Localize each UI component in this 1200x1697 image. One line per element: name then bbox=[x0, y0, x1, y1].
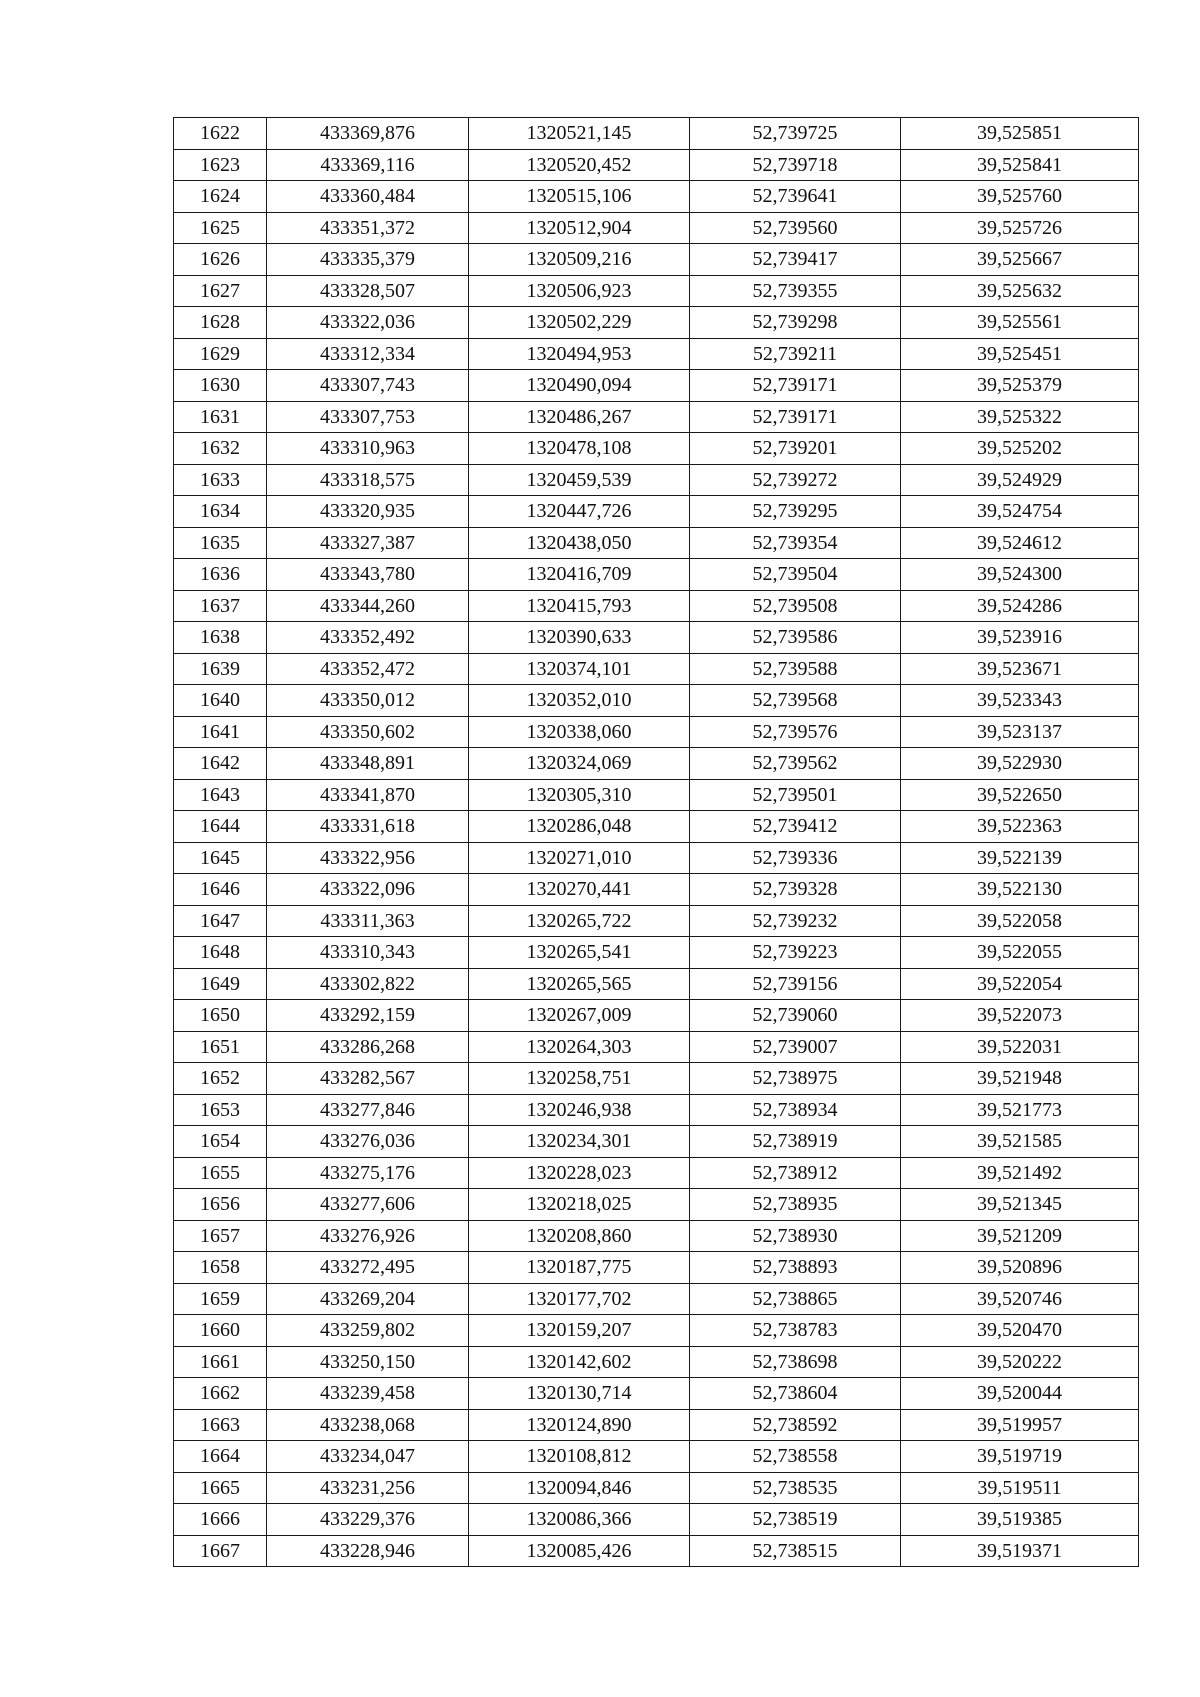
longitude-cell: 39,522073 bbox=[901, 1000, 1139, 1032]
point-number-cell: 1652 bbox=[174, 1063, 267, 1095]
longitude-cell: 39,522130 bbox=[901, 874, 1139, 906]
longitude-cell: 39,520222 bbox=[901, 1346, 1139, 1378]
point-number-cell: 1624 bbox=[174, 181, 267, 213]
latitude-cell: 52,739355 bbox=[690, 275, 901, 307]
point-number-cell: 1622 bbox=[174, 118, 267, 150]
longitude-cell: 39,523671 bbox=[901, 653, 1139, 685]
longitude-cell: 39,525561 bbox=[901, 307, 1139, 339]
x-coordinate-cell: 433310,343 bbox=[267, 937, 469, 969]
table-row bbox=[174, 433, 1139, 465]
longitude-cell: 39,525760 bbox=[901, 181, 1139, 213]
longitude-cell: 39,522055 bbox=[901, 937, 1139, 969]
latitude-cell: 52,739504 bbox=[690, 559, 901, 591]
x-coordinate-cell: 433229,376 bbox=[267, 1504, 469, 1536]
point-number-cell: 1662 bbox=[174, 1378, 267, 1410]
x-coordinate-cell: 433277,846 bbox=[267, 1094, 469, 1126]
y-coordinate-cell: 1320438,050 bbox=[469, 527, 690, 559]
x-coordinate-cell: 433231,256 bbox=[267, 1472, 469, 1504]
table-row bbox=[174, 716, 1139, 748]
longitude-cell: 39,525851 bbox=[901, 118, 1139, 150]
longitude-cell: 39,523137 bbox=[901, 716, 1139, 748]
y-coordinate-cell: 1320286,048 bbox=[469, 811, 690, 843]
y-coordinate-cell: 1320515,106 bbox=[469, 181, 690, 213]
table-row bbox=[174, 622, 1139, 654]
latitude-cell: 52,739223 bbox=[690, 937, 901, 969]
point-number-cell: 1644 bbox=[174, 811, 267, 843]
table-row bbox=[174, 1378, 1139, 1410]
latitude-cell: 52,738893 bbox=[690, 1252, 901, 1284]
point-number-cell: 1656 bbox=[174, 1189, 267, 1221]
point-number-cell: 1645 bbox=[174, 842, 267, 874]
table-row bbox=[174, 811, 1139, 843]
latitude-cell: 52,739211 bbox=[690, 338, 901, 370]
longitude-cell: 39,524754 bbox=[901, 496, 1139, 528]
latitude-cell: 52,738783 bbox=[690, 1315, 901, 1347]
point-number-cell: 1651 bbox=[174, 1031, 267, 1063]
longitude-cell: 39,522930 bbox=[901, 748, 1139, 780]
point-number-cell: 1631 bbox=[174, 401, 267, 433]
point-number-cell: 1641 bbox=[174, 716, 267, 748]
latitude-cell: 52,739060 bbox=[690, 1000, 901, 1032]
latitude-cell: 52,739295 bbox=[690, 496, 901, 528]
latitude-cell: 52,739586 bbox=[690, 622, 901, 654]
latitude-cell: 52,739412 bbox=[690, 811, 901, 843]
latitude-cell: 52,739007 bbox=[690, 1031, 901, 1063]
table-row bbox=[174, 1126, 1139, 1158]
point-number-cell: 1627 bbox=[174, 275, 267, 307]
x-coordinate-cell: 433322,036 bbox=[267, 307, 469, 339]
y-coordinate-cell: 1320352,010 bbox=[469, 685, 690, 717]
x-coordinate-cell: 433234,047 bbox=[267, 1441, 469, 1473]
x-coordinate-cell: 433276,036 bbox=[267, 1126, 469, 1158]
point-number-cell: 1663 bbox=[174, 1409, 267, 1441]
table-row bbox=[174, 1441, 1139, 1473]
point-number-cell: 1629 bbox=[174, 338, 267, 370]
y-coordinate-cell: 1320108,812 bbox=[469, 1441, 690, 1473]
longitude-cell: 39,521948 bbox=[901, 1063, 1139, 1095]
y-coordinate-cell: 1320265,541 bbox=[469, 937, 690, 969]
y-coordinate-cell: 1320509,216 bbox=[469, 244, 690, 276]
y-coordinate-cell: 1320177,702 bbox=[469, 1283, 690, 1315]
table-row bbox=[174, 905, 1139, 937]
table-row bbox=[174, 748, 1139, 780]
x-coordinate-cell: 433322,956 bbox=[267, 842, 469, 874]
y-coordinate-cell: 1320374,101 bbox=[469, 653, 690, 685]
table-row bbox=[174, 1189, 1139, 1221]
x-coordinate-cell: 433350,602 bbox=[267, 716, 469, 748]
y-coordinate-cell: 1320208,860 bbox=[469, 1220, 690, 1252]
point-number-cell: 1625 bbox=[174, 212, 267, 244]
latitude-cell: 52,738698 bbox=[690, 1346, 901, 1378]
latitude-cell: 52,739201 bbox=[690, 433, 901, 465]
x-coordinate-cell: 433348,891 bbox=[267, 748, 469, 780]
longitude-cell: 39,524300 bbox=[901, 559, 1139, 591]
y-coordinate-cell: 1320486,267 bbox=[469, 401, 690, 433]
coordinates-table bbox=[173, 117, 1139, 1567]
x-coordinate-cell: 433360,484 bbox=[267, 181, 469, 213]
longitude-cell: 39,523916 bbox=[901, 622, 1139, 654]
longitude-cell: 39,525379 bbox=[901, 370, 1139, 402]
table-row bbox=[174, 244, 1139, 276]
x-coordinate-cell: 433331,618 bbox=[267, 811, 469, 843]
latitude-cell: 52,738604 bbox=[690, 1378, 901, 1410]
x-coordinate-cell: 433310,963 bbox=[267, 433, 469, 465]
y-coordinate-cell: 1320305,310 bbox=[469, 779, 690, 811]
y-coordinate-cell: 1320415,793 bbox=[469, 590, 690, 622]
point-number-cell: 1643 bbox=[174, 779, 267, 811]
x-coordinate-cell: 433286,268 bbox=[267, 1031, 469, 1063]
longitude-cell: 39,520896 bbox=[901, 1252, 1139, 1284]
y-coordinate-cell: 1320159,207 bbox=[469, 1315, 690, 1347]
table-row bbox=[174, 464, 1139, 496]
x-coordinate-cell: 433238,068 bbox=[267, 1409, 469, 1441]
longitude-cell: 39,522363 bbox=[901, 811, 1139, 843]
x-coordinate-cell: 433350,012 bbox=[267, 685, 469, 717]
table-row bbox=[174, 1346, 1139, 1378]
y-coordinate-cell: 1320265,565 bbox=[469, 968, 690, 1000]
table-row bbox=[174, 653, 1139, 685]
point-number-cell: 1649 bbox=[174, 968, 267, 1000]
table-row bbox=[174, 968, 1139, 1000]
latitude-cell: 52,739272 bbox=[690, 464, 901, 496]
x-coordinate-cell: 433250,150 bbox=[267, 1346, 469, 1378]
latitude-cell: 52,739588 bbox=[690, 653, 901, 685]
y-coordinate-cell: 1320520,452 bbox=[469, 149, 690, 181]
y-coordinate-cell: 1320085,426 bbox=[469, 1535, 690, 1567]
y-coordinate-cell: 1320478,108 bbox=[469, 433, 690, 465]
point-number-cell: 1658 bbox=[174, 1252, 267, 1284]
y-coordinate-cell: 1320502,229 bbox=[469, 307, 690, 339]
y-coordinate-cell: 1320130,714 bbox=[469, 1378, 690, 1410]
table-row bbox=[174, 496, 1139, 528]
longitude-cell: 39,525726 bbox=[901, 212, 1139, 244]
latitude-cell: 52,739232 bbox=[690, 905, 901, 937]
table-row bbox=[174, 1252, 1139, 1284]
point-number-cell: 1635 bbox=[174, 527, 267, 559]
table-row bbox=[174, 401, 1139, 433]
latitude-cell: 52,738975 bbox=[690, 1063, 901, 1095]
point-number-cell: 1633 bbox=[174, 464, 267, 496]
point-number-cell: 1653 bbox=[174, 1094, 267, 1126]
table-row bbox=[174, 149, 1139, 181]
longitude-cell: 39,521209 bbox=[901, 1220, 1139, 1252]
latitude-cell: 52,739298 bbox=[690, 307, 901, 339]
latitude-cell: 52,739508 bbox=[690, 590, 901, 622]
latitude-cell: 52,739560 bbox=[690, 212, 901, 244]
longitude-cell: 39,522054 bbox=[901, 968, 1139, 1000]
y-coordinate-cell: 1320338,060 bbox=[469, 716, 690, 748]
y-coordinate-cell: 1320187,775 bbox=[469, 1252, 690, 1284]
y-coordinate-cell: 1320416,709 bbox=[469, 559, 690, 591]
latitude-cell: 52,739171 bbox=[690, 370, 901, 402]
table-row bbox=[174, 937, 1139, 969]
latitude-cell: 52,738865 bbox=[690, 1283, 901, 1315]
longitude-cell: 39,521492 bbox=[901, 1157, 1139, 1189]
latitude-cell: 52,738535 bbox=[690, 1472, 901, 1504]
y-coordinate-cell: 1320459,539 bbox=[469, 464, 690, 496]
latitude-cell: 52,739641 bbox=[690, 181, 901, 213]
x-coordinate-cell: 433318,575 bbox=[267, 464, 469, 496]
y-coordinate-cell: 1320258,751 bbox=[469, 1063, 690, 1095]
latitude-cell: 52,739568 bbox=[690, 685, 901, 717]
point-number-cell: 1665 bbox=[174, 1472, 267, 1504]
x-coordinate-cell: 433352,492 bbox=[267, 622, 469, 654]
latitude-cell: 52,738558 bbox=[690, 1441, 901, 1473]
point-number-cell: 1628 bbox=[174, 307, 267, 339]
longitude-cell: 39,525632 bbox=[901, 275, 1139, 307]
point-number-cell: 1655 bbox=[174, 1157, 267, 1189]
point-number-cell: 1666 bbox=[174, 1504, 267, 1536]
y-coordinate-cell: 1320094,846 bbox=[469, 1472, 690, 1504]
table-row bbox=[174, 181, 1139, 213]
table-row bbox=[174, 338, 1139, 370]
x-coordinate-cell: 433327,387 bbox=[267, 527, 469, 559]
longitude-cell: 39,525322 bbox=[901, 401, 1139, 433]
x-coordinate-cell: 433277,606 bbox=[267, 1189, 469, 1221]
x-coordinate-cell: 433269,204 bbox=[267, 1283, 469, 1315]
x-coordinate-cell: 433307,753 bbox=[267, 401, 469, 433]
x-coordinate-cell: 433259,802 bbox=[267, 1315, 469, 1347]
point-number-cell: 1647 bbox=[174, 905, 267, 937]
longitude-cell: 39,521773 bbox=[901, 1094, 1139, 1126]
y-coordinate-cell: 1320506,923 bbox=[469, 275, 690, 307]
latitude-cell: 52,739354 bbox=[690, 527, 901, 559]
latitude-cell: 52,739328 bbox=[690, 874, 901, 906]
longitude-cell: 39,524286 bbox=[901, 590, 1139, 622]
latitude-cell: 52,739718 bbox=[690, 149, 901, 181]
latitude-cell: 52,739576 bbox=[690, 716, 901, 748]
longitude-cell: 39,525202 bbox=[901, 433, 1139, 465]
table-row bbox=[174, 874, 1139, 906]
y-coordinate-cell: 1320447,726 bbox=[469, 496, 690, 528]
x-coordinate-cell: 433239,458 bbox=[267, 1378, 469, 1410]
point-number-cell: 1636 bbox=[174, 559, 267, 591]
point-number-cell: 1632 bbox=[174, 433, 267, 465]
x-coordinate-cell: 433328,507 bbox=[267, 275, 469, 307]
x-coordinate-cell: 433322,096 bbox=[267, 874, 469, 906]
point-number-cell: 1623 bbox=[174, 149, 267, 181]
longitude-cell: 39,522058 bbox=[901, 905, 1139, 937]
x-coordinate-cell: 433369,116 bbox=[267, 149, 469, 181]
point-number-cell: 1634 bbox=[174, 496, 267, 528]
x-coordinate-cell: 433282,567 bbox=[267, 1063, 469, 1095]
y-coordinate-cell: 1320512,904 bbox=[469, 212, 690, 244]
y-coordinate-cell: 1320390,633 bbox=[469, 622, 690, 654]
table-row bbox=[174, 842, 1139, 874]
table-row bbox=[174, 1315, 1139, 1347]
latitude-cell: 52,738519 bbox=[690, 1504, 901, 1536]
x-coordinate-cell: 433276,926 bbox=[267, 1220, 469, 1252]
table-row bbox=[174, 370, 1139, 402]
x-coordinate-cell: 433351,372 bbox=[267, 212, 469, 244]
point-number-cell: 1637 bbox=[174, 590, 267, 622]
x-coordinate-cell: 433302,822 bbox=[267, 968, 469, 1000]
longitude-cell: 39,525451 bbox=[901, 338, 1139, 370]
y-coordinate-cell: 1320490,094 bbox=[469, 370, 690, 402]
longitude-cell: 39,521345 bbox=[901, 1189, 1139, 1221]
longitude-cell: 39,522139 bbox=[901, 842, 1139, 874]
table-row bbox=[174, 1283, 1139, 1315]
longitude-cell: 39,520044 bbox=[901, 1378, 1139, 1410]
table-row bbox=[174, 1535, 1139, 1567]
latitude-cell: 52,739171 bbox=[690, 401, 901, 433]
table-row bbox=[174, 275, 1139, 307]
point-number-cell: 1626 bbox=[174, 244, 267, 276]
y-coordinate-cell: 1320124,890 bbox=[469, 1409, 690, 1441]
point-number-cell: 1648 bbox=[174, 937, 267, 969]
y-coordinate-cell: 1320246,938 bbox=[469, 1094, 690, 1126]
table-row bbox=[174, 527, 1139, 559]
y-coordinate-cell: 1320521,145 bbox=[469, 118, 690, 150]
latitude-cell: 52,739336 bbox=[690, 842, 901, 874]
y-coordinate-cell: 1320264,303 bbox=[469, 1031, 690, 1063]
x-coordinate-cell: 433307,743 bbox=[267, 370, 469, 402]
point-number-cell: 1638 bbox=[174, 622, 267, 654]
point-number-cell: 1646 bbox=[174, 874, 267, 906]
point-number-cell: 1657 bbox=[174, 1220, 267, 1252]
point-number-cell: 1659 bbox=[174, 1283, 267, 1315]
longitude-cell: 39,522031 bbox=[901, 1031, 1139, 1063]
x-coordinate-cell: 433312,334 bbox=[267, 338, 469, 370]
longitude-cell: 39,520746 bbox=[901, 1283, 1139, 1315]
table-row bbox=[174, 1063, 1139, 1095]
longitude-cell: 39,524929 bbox=[901, 464, 1139, 496]
y-coordinate-cell: 1320086,366 bbox=[469, 1504, 690, 1536]
x-coordinate-cell: 433369,876 bbox=[267, 118, 469, 150]
longitude-cell: 39,523343 bbox=[901, 685, 1139, 717]
point-number-cell: 1661 bbox=[174, 1346, 267, 1378]
x-coordinate-cell: 433341,870 bbox=[267, 779, 469, 811]
latitude-cell: 52,739725 bbox=[690, 118, 901, 150]
x-coordinate-cell: 433292,159 bbox=[267, 1000, 469, 1032]
point-number-cell: 1630 bbox=[174, 370, 267, 402]
table-row bbox=[174, 1409, 1139, 1441]
y-coordinate-cell: 1320218,025 bbox=[469, 1189, 690, 1221]
table-row bbox=[174, 1472, 1139, 1504]
table-row bbox=[174, 685, 1139, 717]
x-coordinate-cell: 433275,176 bbox=[267, 1157, 469, 1189]
table-row bbox=[174, 1220, 1139, 1252]
table-row bbox=[174, 1157, 1139, 1189]
point-number-cell: 1639 bbox=[174, 653, 267, 685]
latitude-cell: 52,738919 bbox=[690, 1126, 901, 1158]
longitude-cell: 39,521585 bbox=[901, 1126, 1139, 1158]
y-coordinate-cell: 1320271,010 bbox=[469, 842, 690, 874]
table-row bbox=[174, 1504, 1139, 1536]
latitude-cell: 52,739562 bbox=[690, 748, 901, 780]
table-row bbox=[174, 1031, 1139, 1063]
longitude-cell: 39,519385 bbox=[901, 1504, 1139, 1536]
y-coordinate-cell: 1320228,023 bbox=[469, 1157, 690, 1189]
longitude-cell: 39,519371 bbox=[901, 1535, 1139, 1567]
x-coordinate-cell: 433311,363 bbox=[267, 905, 469, 937]
longitude-cell: 39,519957 bbox=[901, 1409, 1139, 1441]
y-coordinate-cell: 1320234,301 bbox=[469, 1126, 690, 1158]
y-coordinate-cell: 1320267,009 bbox=[469, 1000, 690, 1032]
latitude-cell: 52,739417 bbox=[690, 244, 901, 276]
latitude-cell: 52,738930 bbox=[690, 1220, 901, 1252]
y-coordinate-cell: 1320270,441 bbox=[469, 874, 690, 906]
point-number-cell: 1650 bbox=[174, 1000, 267, 1032]
table-row bbox=[174, 590, 1139, 622]
latitude-cell: 52,738934 bbox=[690, 1094, 901, 1126]
latitude-cell: 52,738515 bbox=[690, 1535, 901, 1567]
table-row bbox=[174, 559, 1139, 591]
longitude-cell: 39,525841 bbox=[901, 149, 1139, 181]
x-coordinate-cell: 433343,780 bbox=[267, 559, 469, 591]
table-row bbox=[174, 1000, 1139, 1032]
y-coordinate-cell: 1320265,722 bbox=[469, 905, 690, 937]
x-coordinate-cell: 433344,260 bbox=[267, 590, 469, 622]
table-row bbox=[174, 779, 1139, 811]
point-number-cell: 1640 bbox=[174, 685, 267, 717]
latitude-cell: 52,739156 bbox=[690, 968, 901, 1000]
longitude-cell: 39,519719 bbox=[901, 1441, 1139, 1473]
latitude-cell: 52,738912 bbox=[690, 1157, 901, 1189]
longitude-cell: 39,524612 bbox=[901, 527, 1139, 559]
longitude-cell: 39,525667 bbox=[901, 244, 1139, 276]
y-coordinate-cell: 1320494,953 bbox=[469, 338, 690, 370]
y-coordinate-cell: 1320324,069 bbox=[469, 748, 690, 780]
x-coordinate-cell: 433352,472 bbox=[267, 653, 469, 685]
longitude-cell: 39,522650 bbox=[901, 779, 1139, 811]
x-coordinate-cell: 433335,379 bbox=[267, 244, 469, 276]
x-coordinate-cell: 433320,935 bbox=[267, 496, 469, 528]
longitude-cell: 39,520470 bbox=[901, 1315, 1139, 1347]
point-number-cell: 1642 bbox=[174, 748, 267, 780]
point-number-cell: 1654 bbox=[174, 1126, 267, 1158]
table-row bbox=[174, 307, 1139, 339]
point-number-cell: 1664 bbox=[174, 1441, 267, 1473]
latitude-cell: 52,739501 bbox=[690, 779, 901, 811]
longitude-cell: 39,519511 bbox=[901, 1472, 1139, 1504]
x-coordinate-cell: 433272,495 bbox=[267, 1252, 469, 1284]
table-row bbox=[174, 1094, 1139, 1126]
latitude-cell: 52,738592 bbox=[690, 1409, 901, 1441]
latitude-cell: 52,738935 bbox=[690, 1189, 901, 1221]
coordinates-table-body bbox=[174, 118, 1139, 1567]
table-row bbox=[174, 212, 1139, 244]
y-coordinate-cell: 1320142,602 bbox=[469, 1346, 690, 1378]
x-coordinate-cell: 433228,946 bbox=[267, 1535, 469, 1567]
table-row bbox=[174, 118, 1139, 150]
point-number-cell: 1660 bbox=[174, 1315, 267, 1347]
point-number-cell: 1667 bbox=[174, 1535, 267, 1567]
